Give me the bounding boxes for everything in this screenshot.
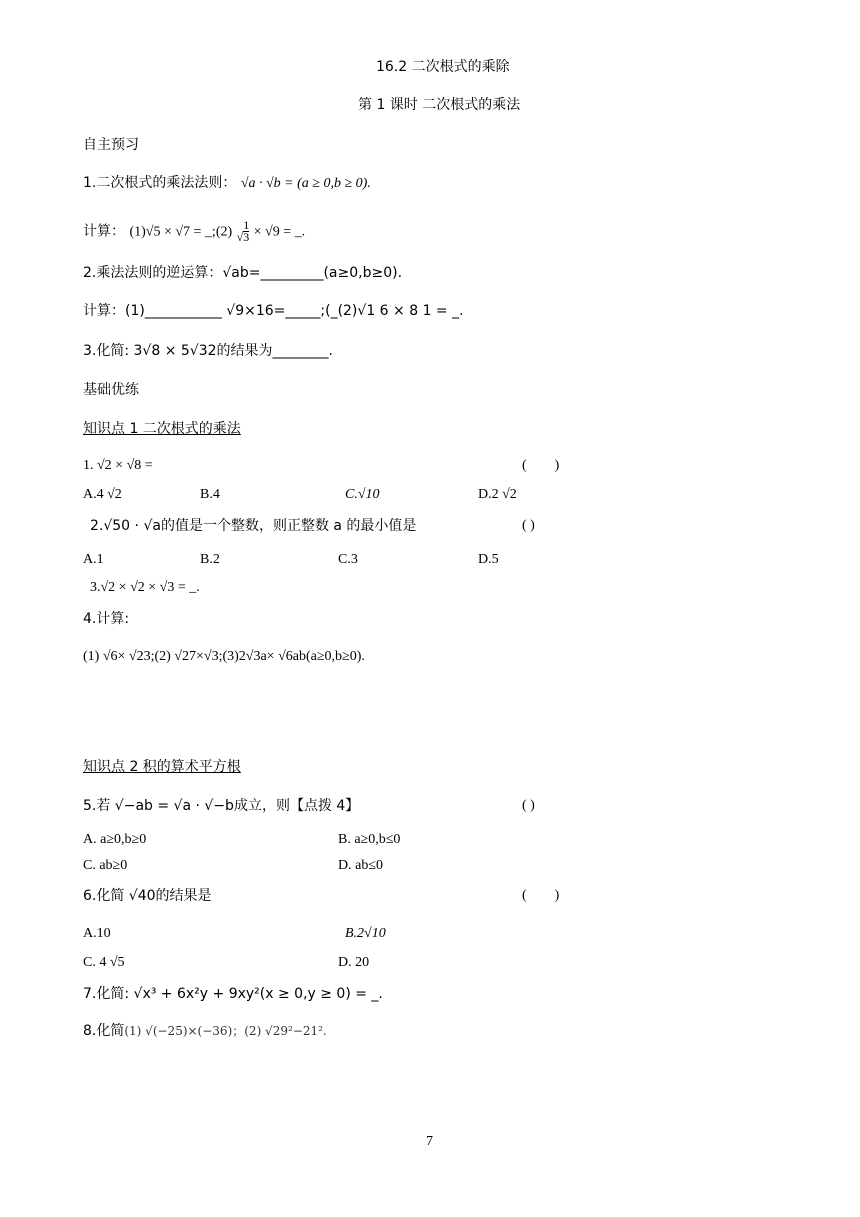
section-basic-heading: 基础优练 — [83, 382, 139, 398]
kp1-q1-option-b: B.4 — [200, 487, 220, 502]
kp2-q5-option-a: A. a≥0,b≥0 — [83, 832, 147, 847]
kp1-question-1-answer-paren: ( ) — [522, 458, 560, 473]
kp1-q1-option-c: C.√10 — [345, 487, 380, 502]
kp2-q5-option-b: B. a≥0,b≤0 — [338, 832, 401, 847]
kp1-question-1: 1. √2 × √8 = — [83, 458, 153, 473]
kp2-q6-option-d: D. 20 — [338, 955, 370, 970]
lesson-title: 16.2 二次根式的乘除 — [376, 59, 510, 75]
q1-formula: √a · √b = (a ≥ 0,b ≥ 0). — [240, 176, 371, 191]
kp2-question-5-answer-paren: ( ) — [522, 798, 535, 813]
kp1-question-4: 4.计算: — [83, 611, 130, 627]
preview-question-1-calc: 计算： (1)√5 × √7 = _;(2) √ $\frac{1}{3}$ × √9 = _. — [83, 218, 306, 244]
kp2-question-7: 7.化简: √x³ + 6x²y + 9xy²(x ≥ 0,y ≥ 0) = _. — [83, 986, 383, 1002]
q1-calc-expression: (1)√5 × √7 = _;(2) — [129, 224, 233, 240]
kp2-question-8 — [83, 1022, 327, 1040]
preview-question-1: 1.二次根式的乘法法则： √a · √b = (a ≥ 0,b ≥ 0). — [83, 175, 371, 191]
kp1-q2-option-d: D.5 — [478, 552, 499, 567]
kp2-q5-option-d: D. ab≤0 — [338, 858, 384, 873]
kp1-q2-option-b: B.2 — [200, 552, 220, 567]
page-number: 7 — [426, 1134, 433, 1149]
kp2-question-6-answer-paren: ( ) — [522, 888, 560, 903]
knowledge-point-1-heading: 知识点 1 二次根式的乘法 — [83, 421, 241, 437]
kp2-q6-option-a: A.10 — [83, 926, 111, 941]
kp2-q6-option-c: C. 4 √5 — [83, 955, 125, 970]
q8-expression-image: (1) √(−25)×(−36)；(2) √29²−21². — [124, 1024, 327, 1038]
knowledge-point-2-heading: 知识点 2 积的算术平方根 — [83, 759, 241, 775]
kp1-question-3: 3.√2 × √2 × √3 = _. — [90, 580, 200, 595]
lesson-subtitle: 第 1 课时 二次根式的乘法 — [358, 97, 521, 113]
kp2-q5-option-c: C. ab≥0 — [83, 858, 128, 873]
preview-question-3: 3.化简: 3√8 × 5√32的结果为________. — [83, 343, 333, 359]
kp1-question-4-body: (1) √6× √23;(2) √27×√3;(3)2√3a× √6ab(a≥0,b≥0). — [83, 649, 365, 664]
preview-question-2-calc: 计算：(1)___________ √9×16=_____;(_(2)√1 6 × 8 1 = _. — [83, 303, 464, 319]
q8-label: 8.化简 — [83, 1023, 125, 1039]
section-preview-heading: 自主预习 — [83, 137, 139, 153]
kp1-question-2: 2.√50 · √a的值是一个整数，则正整数 a 的最小值是 — [90, 518, 417, 534]
kp1-q1-option-d: D.2 √2 — [478, 487, 517, 502]
kp2-question-6: 6.化简 √40的结果是 — [83, 888, 212, 904]
kp1-q2-option-c: C.3 — [338, 552, 358, 567]
kp2-question-5: 5.若 √−ab = √a · √−b成立，则【点拨 4】 — [83, 798, 360, 814]
q1-calc-expression-2: × √9 = _. — [253, 224, 306, 240]
sqrt-one-third: √ $\frac{1}{3}$ — [236, 218, 250, 244]
kp1-q2-option-a: A.1 — [83, 552, 104, 567]
kp1-q1-option-a: A.4 √2 — [83, 487, 122, 502]
kp1-question-2-answer-paren: ( ) — [522, 518, 535, 533]
kp2-q6-option-b: B.2√10 — [345, 926, 386, 941]
preview-question-2: 2.乘法法则的逆运算：√ab=_________(a≥0,b≥0). — [83, 265, 403, 281]
